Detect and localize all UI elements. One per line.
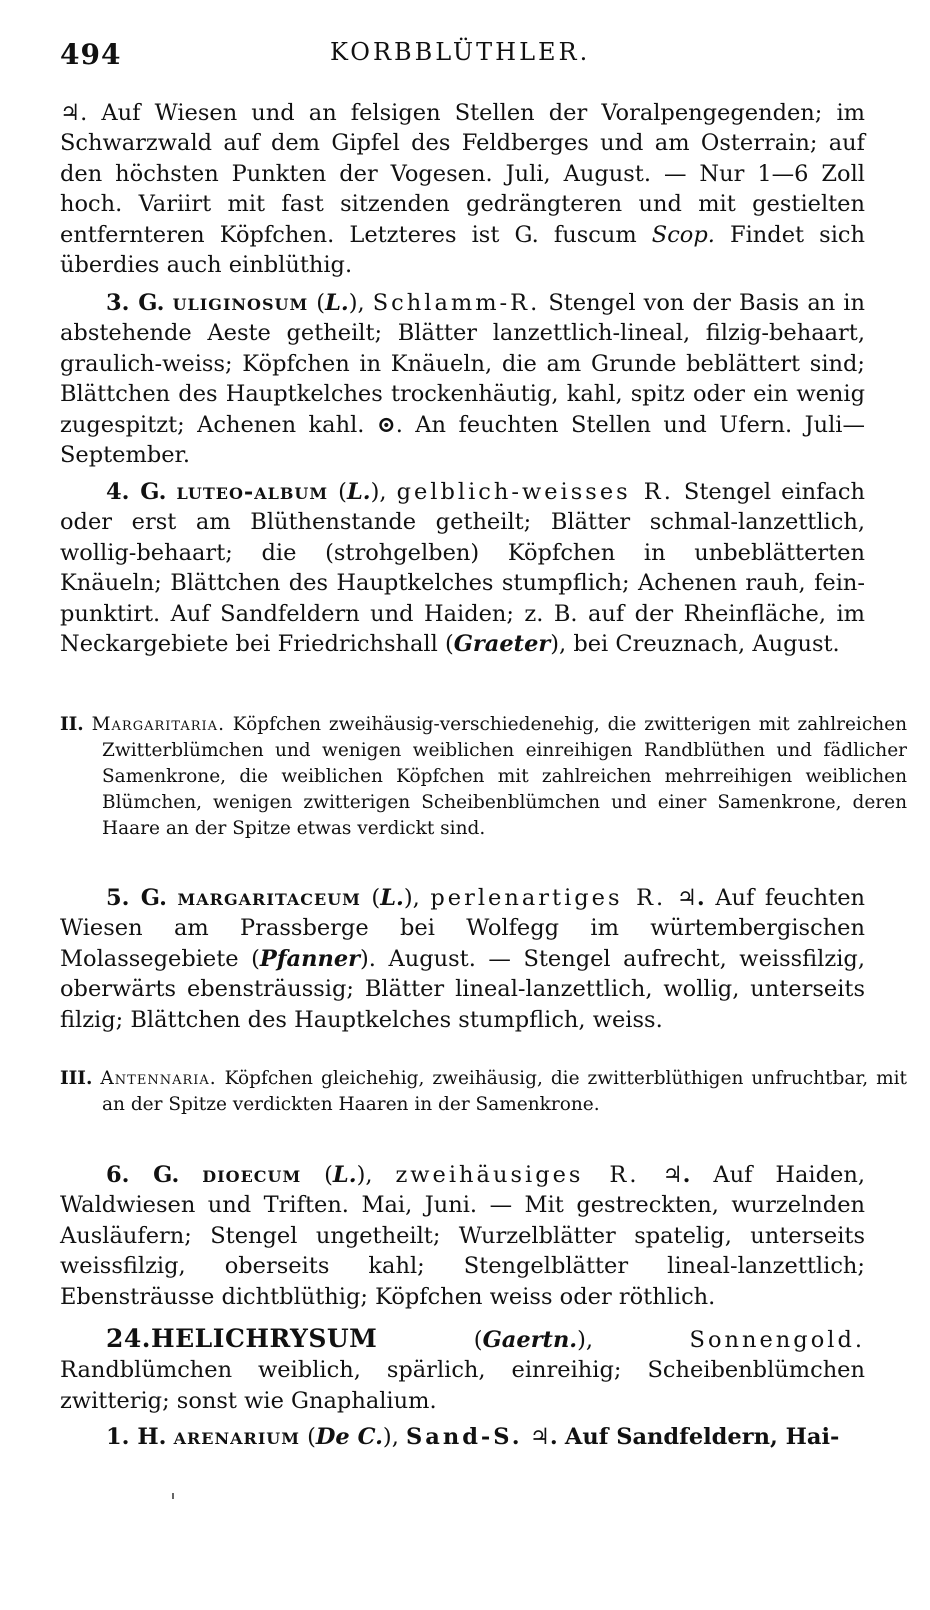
species-author: L. (325, 290, 349, 316)
collector-name: Pfanner (259, 945, 360, 972)
species-description: Auf Haiden, Waldwiesen und Triften. Mai, Juni. — Mit gestreckten, wurzelnden Ausläufern; Stengel ungetheilt; Wurzelblätter spatelig, unterseits weissfilzig, oberseits kahl; Stengelblätter lineal-lanzettlich; Ebensträusse dichtblüthig; Köpfchen weiss oder röthlich. (60, 1162, 865, 1310)
genus-entry-helichrysum: 24.HELICHRYSUM (Gaertn.), Sonnengold. Randblümchen weiblich, spärlich, einreihig; Scheibenblümchen zwitterig; sonst wie Gnaphalium. (60, 1324, 865, 1414)
species-entry-margaritaceum: 5. G. margaritaceum (L.), perlenartiges R. ♃. Auf feuchten Wiesen am Prassberge bei Wolfegg im würtembergischen Molassegebiete (Pfanner). August. — Stengel aufrecht, weissfilzig, oberwärts ebensträussig; Blätter lineal-lanzettlich, wollig, unterseits filzig; Blättchen des Hauptkelches stumpflich, weiss. (60, 885, 866, 1033)
species-name: margaritaceum (177, 885, 361, 911)
section-name: Antennaria. (100, 1068, 217, 1089)
perennial-symbol: ♃. (676, 885, 705, 911)
species-tail: ), bei Creuznach, August. (550, 631, 840, 658)
collector-name: Graeter (453, 631, 551, 658)
paragraph-text: ♃. Auf Wiesen und an felsigen Stellen der Voralpengegenden; im Schwarzwald auf dem Gipfel des Feldberges und am Osterrain; auf den höchsten Punkten der Vogesen. Juli, August. — Nur 1—6 Zoll hoch. Variirt mit fast sitzenden gedrängteren und mit gestielten entfernteren Köpfchen. Letzteres ist G. fuscum (60, 100, 865, 248)
common-name: perlenartiges R. (430, 885, 667, 911)
genus-description: Randblümchen weiblich, spärlich, einreihig; Scheibenblümchen zwitterig; sonst wie Gnaphalium. (60, 1357, 865, 1414)
section-number: III. (60, 1068, 93, 1089)
species-description: Auf feuchten Wiesen am Prassberge bei Wolfegg im würtembergischen Molassegebiete ( (60, 885, 866, 972)
perennial-symbol: ♃. (662, 1162, 691, 1188)
species-entry-dioecum: 6. G. dioecum (L.), zweihäusiges R. ♃. Auf Haiden, Waldwiesen und Triften. Mai, Juni. — Mit gestreckten, wurzelnden Ausläufern; Stengel ungetheilt; Wurzelblätter spatelig, unterseits weissfilzig, oberseits kahl; Stengelblätter lineal-lanzettlich; Ebensträusse dichtblüthig; Köpfchen weiss oder röthlich. (60, 1162, 865, 1310)
section-description: Köpfchen zweihäusig-verschiedenehig, die zwitterigen mit zahlreichen Zwitterblümchen und wenigen weiblichen einreihigen Randblüthen und fädlicher Samenkrone, die weiblichen Köpfchen mit zahlreichen mehrreihigen weiblichen Blümchen, wenigen zwitterigen Scheibenblümchen und einer Samenkrone, deren Haare an der Spitze etwas verdickt sind. (102, 714, 907, 839)
species-author: L. (380, 885, 404, 911)
section-antennaria (60, 1066, 907, 1118)
species-number: 6. G. (106, 1162, 180, 1188)
print-speck (172, 1493, 174, 1499)
running-title: KORBBLÜTHLER. (330, 38, 591, 66)
common-name: zweihäusiges R. (395, 1162, 640, 1188)
page-header (60, 38, 860, 78)
species-entry-arenarium: 1. H. arenarium (De C.), Sand-S. ♃. Auf Sandfeldern, Hai- (106, 1424, 840, 1450)
section-number: II. (60, 714, 84, 735)
species-entry-uliginosum: 3. G. uliginosum (L.), Schlamm-R. Stengel von der Basis an in abstehende Aeste getheilt; Blätter lanzettlich-lineal, filzig-behaart, graulich-weiss; Köpfchen in Knäueln, die am Grunde beblättert sind; Blättchen des Hauptkelches trockenhäutig, kahl, spitz oder ein wenig zugespitzt; Achenen kahl. ⊙. An feuchten Stellen und Ufern. Juli—September. (60, 290, 865, 469)
section-margaritaria (60, 712, 907, 842)
species-number: 1. H. (106, 1424, 167, 1450)
genus-number: 24. (106, 1324, 151, 1353)
common-name: gelblich-weisses R. (396, 479, 674, 505)
annual-symbol: ⊙ (376, 411, 396, 438)
species-description: Auf Sandfeldern, Hai- (564, 1424, 840, 1450)
paragraph-tail: Findet sich überdies auch einblüthig. (60, 221, 865, 279)
genus-author: Gaertn. (482, 1327, 578, 1353)
species-description: Stengel von der Basis an in abstehende Aeste getheilt; Blätter lanzettlich-lineal, filzig-behaart, graulich-weiss; Köpfchen in Knäueln, die am Grunde beblättert sind; Blättchen des Hauptkelches trockenhäutig, kahl, spitz oder ein wenig zugespitzt; Achenen kahl. (60, 290, 865, 438)
species-number: 3. G. (106, 290, 165, 316)
species-tail: An feuchten Stellen und Ufern. Juli—September. (60, 411, 865, 469)
perennial-symbol: ♃. (529, 1424, 558, 1450)
species-name: arenarium (173, 1424, 300, 1450)
section-description: Köpfchen gleichehig, zweihäusig, die zwitterblüthigen unfruchtbar, mit an der Spitze verdickten Haaren in der Samenkrone. (102, 1068, 907, 1115)
species-number: 5. G. (106, 885, 167, 911)
section-name: Margaritaria. (91, 714, 225, 735)
common-name: Schlamm-R. (372, 290, 541, 316)
species-name: uliginosum (172, 290, 309, 316)
genus-name: HELICHRYSUM (151, 1324, 378, 1353)
species-entry-luteo-album: 4. G. luteo-album (L.), gelblich-weisses R. Stengel einfach oder erst am Blüthenstande getheilt; Blätter schmal-lanzettlich, wollig-behaart; die (strohgelben) Köpfchen in unbeblätterten Knäueln; Blättchen des Hauptkelches stumpflich; Achenen rauh, fein-punktirt. Auf Sandfeldern und Haiden; z. B. auf der Rheinfläche, im Neckargebiete bei Friedrichshall (Graeter), bei Creuznach, August. (60, 479, 865, 658)
species-name: luteo-album (176, 479, 329, 505)
species-author: De C. (315, 1424, 383, 1450)
author-abbrev: Scop. (651, 221, 715, 248)
species-author: L. (346, 479, 371, 505)
species-description: Stengel einfach oder erst am Blüthenstande getheilt; Blätter schmal-lanzettlich, wollig-behaart; die (strohgelben) Köpfchen in unbeblätterten Knäueln; Blättchen des Hauptkelches stumpflich; Achenen rauh, fein-punktirt. Auf Sandfeldern und Haiden; z. B. auf der Rheinfläche, im Neckargebiete bei Friedrichshall ( (60, 479, 865, 658)
common-name: Sonnengold. (689, 1327, 865, 1353)
common-name: Sand-S. (406, 1424, 523, 1450)
species-number: 4. G. (106, 479, 167, 505)
species-name: dioecum (202, 1162, 302, 1188)
species-author: L. (332, 1162, 357, 1188)
paragraph-habitat-continued (60, 98, 865, 280)
species-tail: ). August. — Stengel aufrecht, weissfilzig, oberwärts ebensträussig; Blätter lineal-lanzettlich, wollig, unterseits filzig; Blättchen des Hauptkelches stumpflich, weiss. (60, 945, 865, 1033)
page-number: 494 (60, 38, 122, 71)
